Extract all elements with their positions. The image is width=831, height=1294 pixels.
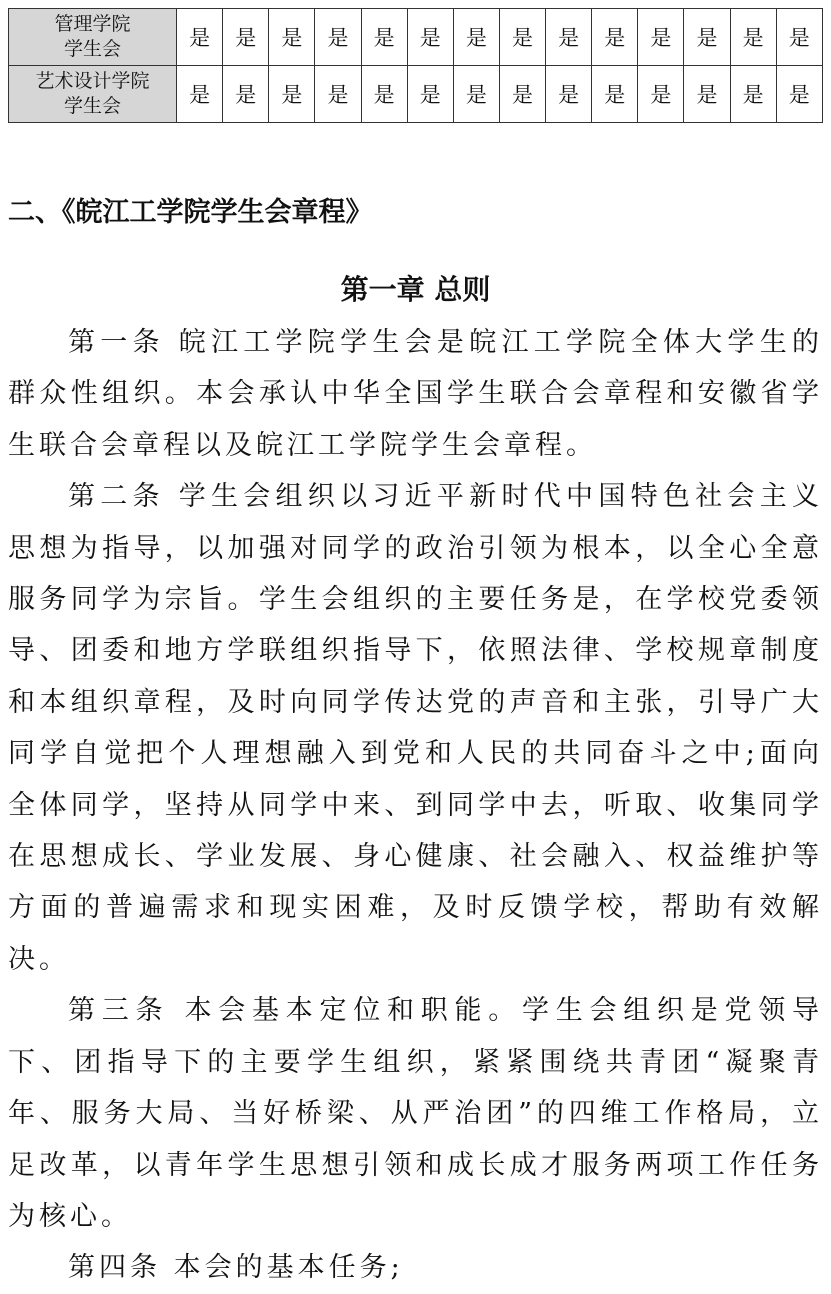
table-cell: 是 [592,9,638,66]
table-cell: 是 [361,66,407,123]
article-body [8,317,823,1294]
table-cell: 是 [546,66,592,123]
unit-name-cell [9,9,177,66]
unit-name-cell [9,66,177,123]
table-cell: 是 [776,66,822,123]
section-heading: 二、《皖江工学院学生会章程》 [8,197,373,228]
table-cell: 是 [177,9,223,66]
table-row [9,66,823,123]
table-row [9,9,823,66]
table-cell: 是 [453,9,499,66]
unit-name-line: 艺术设计学院 [35,70,150,92]
table-cell: 是 [315,9,361,66]
table-cell: 是 [684,9,730,66]
unit-name-line: 学生会 [63,95,121,117]
table-cell: 是 [315,66,361,123]
table-cell: 是 [499,9,545,66]
table-cell: 是 [223,9,269,66]
table-cell: 是 [546,9,592,66]
table-cell: 是 [638,9,684,66]
article-paragraph: 第三条 本会基本定位和职能。学生会组织是党领导下、团指导下的主要学生组织，紧紧围绕共青团“凝聚青年、服务大局、当好桥梁、从严治团”的四维工作格局，立足改革，以青年学生思想引领和成长成才服务两项工作任务为核心。 [8,995,823,1232]
article-paragraph: 第四条 本会的基本任务; [68,1252,404,1284]
unit-name-line: 管理学院 [54,13,131,35]
article-paragraph: 第一条 皖江工学院学生会是皖江工学院全体大学生的群众性组织。本会承认中华全国学生联合会章程和安徽省学生联合会章程以及皖江工学院学生会章程。 [8,327,823,461]
chapter-title: 第一章 总则 [340,273,491,306]
table-cell: 是 [730,9,776,66]
table-cell: 是 [453,66,499,123]
article-paragraph: 第二条 学生会组织以习近平新时代中国特色社会主义思想为指导，以加强对同学的政治引领为根本，以全心全意服务同学为宗旨。学生会组织的主要任务是，在学校党委领导、团委和地方学联组织指导下，依照法律、学校规章制度和本组织章程，及时向同学传达党的声音和主张，引导广大同学自觉把个人理想融入到党和人民的共同奋斗之中;面向全体同学，坚持从同学中来、到同学中去，听取、收集同学在思想成长、学业发展、身心健康、社会融入、权益维护等方面的普遍需求和现实困难，及时反馈学校，帮助有效解决。 [8,481,823,975]
table-cell: 是 [269,66,315,123]
status-table [8,8,823,123]
table-cell: 是 [730,66,776,123]
table-cell: 是 [407,9,453,66]
table-cell: 是 [684,66,730,123]
table-cell: 是 [499,66,545,123]
unit-name-line: 学生会 [63,38,121,60]
table-cell: 是 [592,66,638,123]
table-cell: 是 [776,9,822,66]
table-cell: 是 [407,66,453,123]
table-cell: 是 [269,9,315,66]
table-cell: 是 [638,66,684,123]
table-cell: 是 [223,66,269,123]
table-cell: 是 [361,9,407,66]
table-cell: 是 [177,66,223,123]
